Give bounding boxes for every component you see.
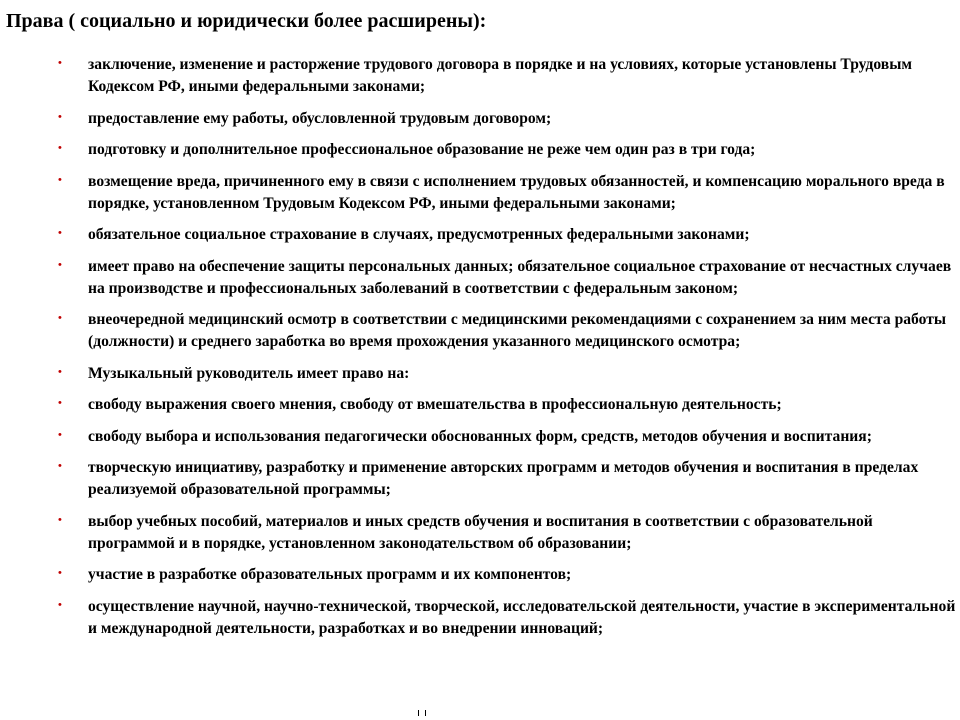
list-item-text: Музыкальный руководитель имеет право на: (88, 364, 410, 382)
list-item-text: заключение, изменение и расторжение трудового договора в порядке и на условиях, которые установлены Трудовым Кодексом РФ, иными федеральными законами; (88, 56, 913, 95)
list-item (58, 426, 958, 448)
list-item-text: возмещение вреда, причиненного ему в связи с исполнением трудовых обязанностей, и компенсацию морального вреда в порядке, установленном Трудовым Кодексом РФ, иными федеральными законами; (88, 172, 945, 212)
list-item-text: выбор учебных пособий, материалов и иных средств обучения и воспитания в соответствии с образовательной программой и в порядке, установленном законодательством об образовании; (88, 512, 873, 552)
list-item-text: внеочередной медицинский осмотр в соответствии с медицинскими рекомендациями с сохранением за ним места работы (должности) и среднего заработка во время прохождения указанного медицинского осмотра; (88, 311, 947, 350)
list-item (58, 108, 958, 130)
list-item-text: участие в разработке образовательных программ и их компонентов; (88, 566, 572, 583)
bullet-icon: • (58, 397, 62, 409)
list-item-text: свободу выражения своего мнения, свободу от вмешательства в профессиональную деятельность; (88, 396, 782, 413)
list-item (58, 363, 958, 385)
list-item-text: имеет право на обеспечение защиты персональных данных; обязательное социальное страхование от несчастных случаев на производстве и профессиональных заболеваний в соответствии с федеральным законом; (88, 257, 952, 297)
list-item (58, 139, 958, 161)
list-item-text: подготовку и дополнительное профессиональное образование не реже чем один раз в три года; (88, 141, 756, 158)
bullet-icon: • (58, 312, 62, 324)
bullet-icon: • (58, 428, 62, 441)
bullet-icon: • (58, 598, 62, 611)
bullet-icon: • (58, 567, 62, 579)
clipped-next-line (400, 710, 460, 720)
list-item-text: осуществление научной, научно-технической, творческой, исследовательской деятельности, участие в экспериментальной и международной деятельности, разработках и во внедрении инноваций; (88, 597, 956, 637)
bullet-icon: • (58, 57, 62, 69)
list-item (58, 54, 958, 98)
list-item (58, 394, 958, 416)
list-item (58, 511, 958, 555)
list-item-text: обязательное социальное страхование в случаях, предусмотренных федеральными законами; (88, 226, 750, 243)
list-item (58, 596, 958, 640)
bullet-icon: • (58, 142, 62, 154)
list-item (58, 224, 958, 246)
list-item-text: творческую инициативу, разработку и применение авторских программ и методов обучения и воспитания в пределах реализуемой образовательной программы; (88, 459, 919, 498)
bullet-icon: • (58, 110, 62, 123)
bullet-icon: • (58, 513, 62, 526)
list-item (58, 564, 958, 586)
bullet-icon: • (58, 173, 62, 186)
list-item-text: свободу выбора и использования педагогически обоснованных форм, средств, методов обучения и воспитания; (88, 427, 872, 445)
list-item (58, 171, 958, 215)
bullet-icon: • (58, 258, 62, 271)
list-item (58, 457, 958, 501)
bullet-list (58, 54, 958, 649)
list-item-text: предоставление ему работы, обусловленной трудовым договором; (88, 109, 552, 127)
bullet-icon: • (58, 227, 62, 239)
bullet-icon: • (58, 365, 62, 378)
bullet-icon: • (58, 460, 62, 472)
slide-title: Права ( социально и юридически более расширены): (6, 10, 487, 32)
list-item (58, 256, 958, 300)
list-item (58, 309, 958, 353)
